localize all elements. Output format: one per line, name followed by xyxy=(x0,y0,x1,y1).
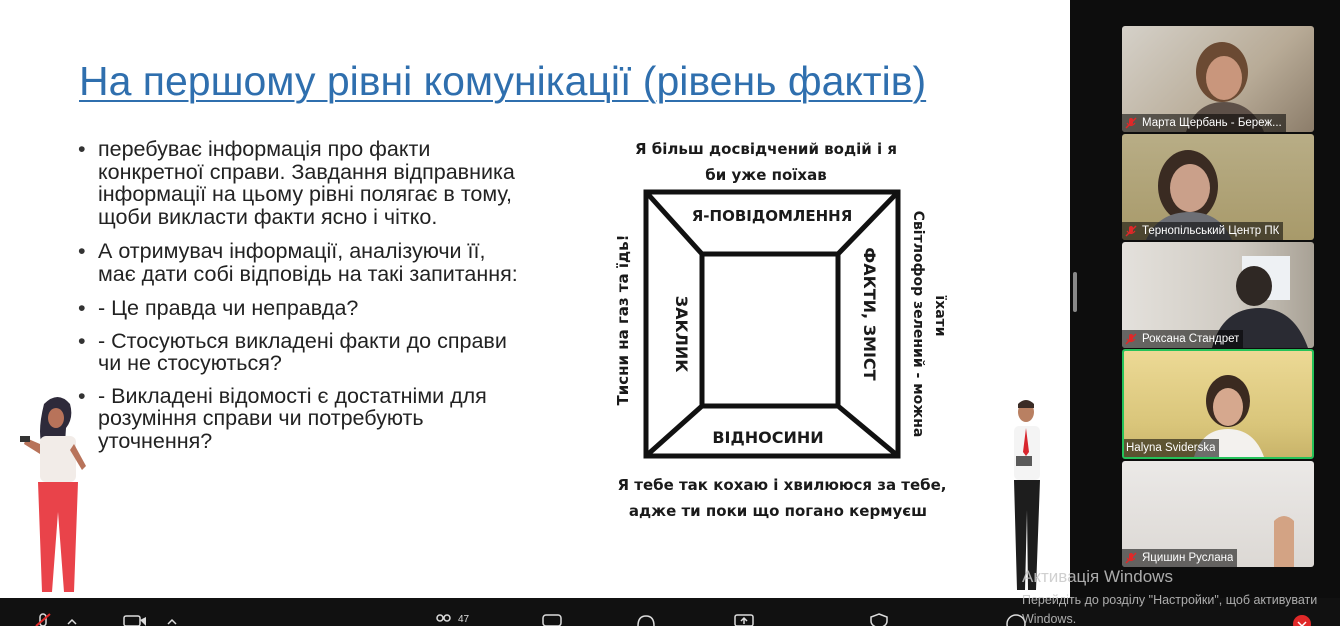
slide-bullet-list xyxy=(78,138,528,464)
chevron-up-icon[interactable] xyxy=(66,612,78,626)
bullet-item: • - Це правда чи неправда? xyxy=(78,297,528,320)
diagram-bottom-side-label: ВІДНОСИНИ xyxy=(712,428,824,447)
diagram-top-side-label: Я-ПОВІДОМЛЕННЯ xyxy=(691,207,853,225)
participants-icon[interactable] xyxy=(434,612,452,626)
diagram-right-quote-line1: Світлофор зелений - можна xyxy=(910,210,926,438)
diagram-right-quote-line2: їхати xyxy=(932,295,948,337)
participant-tile[interactable] xyxy=(1122,26,1314,132)
bullet-item: • - Стосуються викладені факти до справи чи не стосуються? xyxy=(78,330,528,375)
participant-name-bar xyxy=(1124,439,1219,457)
participant-tile[interactable] xyxy=(1122,461,1314,567)
diagram-bottom-quote-line1: Я тебе так кохаю і хвилююся за тебе, xyxy=(617,476,947,494)
participant-name: Тернопільський Центр ПК xyxy=(1142,225,1280,237)
communication-square-diagram xyxy=(596,128,976,528)
bullet-item: • - Викладені відомості є достатніми для розуміння справи чи потребують уточнення? xyxy=(78,385,528,453)
participant-name-bar xyxy=(1122,549,1237,567)
panel-resize-handle[interactable] xyxy=(1073,272,1077,312)
participant-name-bar xyxy=(1122,222,1283,240)
participant-name: Яцишин Руслана xyxy=(1142,552,1234,564)
share-screen-icon[interactable] xyxy=(732,612,756,626)
reactions-icon[interactable] xyxy=(634,612,658,626)
participant-tile[interactable] xyxy=(1122,134,1314,240)
diagram-top-quote-line1: Я більш досвідчений водій і я xyxy=(635,140,897,158)
participant-tile-active-speaker[interactable] xyxy=(1122,349,1314,459)
diagram-left-quote: Тисни на газ та їдь! xyxy=(614,234,632,406)
participant-name: Марта Щербань - Береж... xyxy=(1142,117,1282,129)
muted-mic-icon xyxy=(1124,551,1138,565)
woman-illustration xyxy=(14,392,114,598)
security-shield-icon[interactable] xyxy=(868,612,890,626)
participant-tile[interactable] xyxy=(1122,242,1314,348)
participants-count: 47 xyxy=(458,614,470,625)
diagram-right-side-label: ФАКТИ, ЗМІСТ xyxy=(860,247,879,381)
muted-mic-icon xyxy=(1124,332,1138,346)
participant-name: Роксана Стандрет xyxy=(1142,333,1240,345)
participant-name-bar xyxy=(1122,330,1243,348)
slide-title: На першому рівні комунікації (рівень фактів) xyxy=(79,58,927,104)
muted-mic-icon xyxy=(1124,224,1138,238)
muted-mic-icon xyxy=(1124,116,1138,130)
participant-name-bar xyxy=(1122,114,1286,132)
diagram-bottom-quote-line2: адже ти поки що погано кермуєш xyxy=(628,502,928,520)
video-camera-icon[interactable] xyxy=(122,612,150,626)
mute-mic-icon[interactable] xyxy=(32,612,54,626)
windows-activation-watermark-title: Активація Windows xyxy=(1022,567,1173,586)
windows-activation-watermark-subtitle: Перейдіть до розділу "Настройки", щоб активувати Windows. xyxy=(1022,593,1318,626)
participant-name: Halyna Sviderska xyxy=(1126,442,1216,454)
diagram-top-quote-line2: би уже поїхав xyxy=(705,166,827,184)
bullet-item: • перебуває інформація про факти конкретної справи. Завдання відправника інформації на цьому рівні полягає в тому, щоби викласти факти ясно і чітко. xyxy=(78,138,528,228)
bullet-item: • А отримувач інформації, аналізуючи її, має дати собі відповідь на такі запитання: xyxy=(78,240,528,285)
chevron-up-icon[interactable] xyxy=(166,612,178,626)
chat-icon[interactable] xyxy=(540,612,564,626)
diagram-left-side-label: ЗАКЛИК xyxy=(672,295,691,373)
